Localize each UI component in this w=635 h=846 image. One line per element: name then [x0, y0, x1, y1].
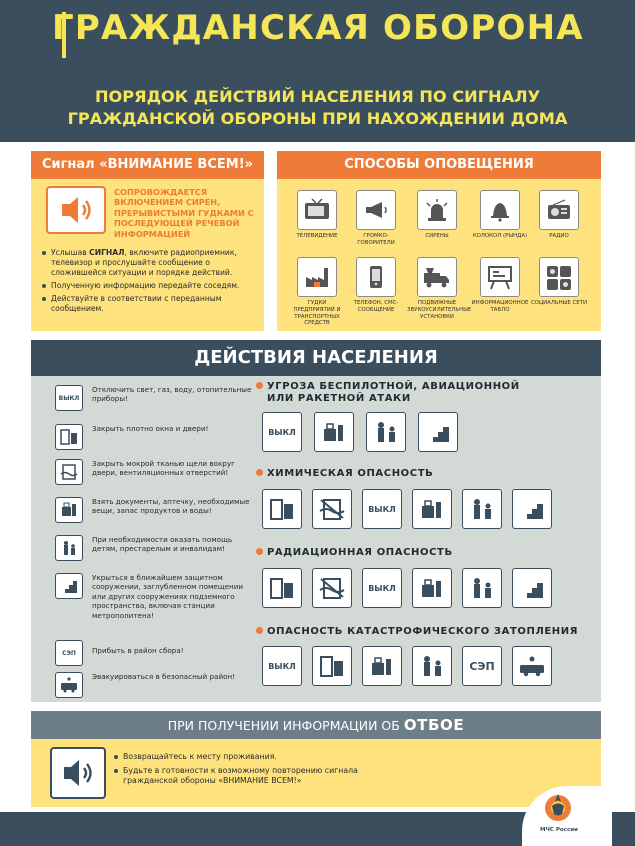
method-label: ГРОМКО-ГОВОРИТЕЛИ: [357, 233, 395, 246]
radio-icon: [539, 190, 579, 230]
wet-cloth-icon: [312, 489, 352, 529]
threat-bullet: [256, 627, 263, 634]
subtitle-line: ПОРЯДОК ДЕЙСТВИЙ НАСЕЛЕНИЯ ПО СИГНАЛУ: [94, 87, 541, 106]
window-door-icon: [312, 646, 352, 686]
list-item-text: , включите радиоприемник, телевизор и прослушайте сообщение о сложившейся ситуации и порядке действий.: [51, 248, 237, 277]
speaker-icon: [46, 186, 106, 234]
legend-item-help-others: [55, 535, 255, 561]
shelter-stairs-icon: [512, 489, 552, 529]
window-door-icon: [55, 424, 83, 450]
evacuation-bus-icon: [512, 646, 552, 686]
assembly-point-icon: СЭП: [462, 646, 502, 686]
truck-icon: [417, 257, 457, 297]
threat-title-text: ХИМИЧЕСКАЯ ОПАСНОСТЬ: [267, 468, 434, 479]
method-label: КОЛОКОЛ (РЫНДА): [472, 233, 528, 239]
board-icon: [480, 257, 520, 297]
subtitle-line: ГРАЖДАНСКОЙ ОБОРОНЫ ПРИ НАХОЖДЕНИИ ДОМА: [67, 109, 568, 128]
legend-text: Взять документы, аптечку, необходимые вещи, запас продуктов и воды!: [92, 497, 250, 516]
threat-title-chemical: [256, 468, 433, 480]
loudspeaker-icon: [356, 190, 396, 230]
threat-title-drone-attack: [256, 381, 520, 405]
method-label: СИРЕНЫ: [425, 233, 449, 239]
threat-bullet: [256, 382, 263, 389]
threat-title-line: [256, 626, 578, 638]
legend-item-assembly: [55, 640, 255, 666]
legend-text: Прибыть в район сбора!: [92, 646, 184, 655]
window-door-icon: [262, 568, 302, 608]
list-item-text: Услышав: [51, 248, 90, 257]
power-off-icon: ВЫКЛ: [262, 646, 302, 686]
all-clear-title-text: ПРИ ПОЛУЧЕНИИ ИНФОРМАЦИИ ОБ: [167, 718, 400, 733]
page-title: ГРАЖДАНСКАЯ ОБОРОНА: [52, 8, 584, 48]
legend-text: Отключить свет, газ, воду, отопительные приборы!: [92, 385, 252, 404]
shelter-stairs-icon: [55, 573, 83, 599]
signal-description: СОПРОВОЖДАЕТСЯ ВКЛЮЧЕНИЕМ СИРЕН, ПРЕРЫВИСТЫМИ ГУДКАМИ С ПОСЛЕДУЮЩЕЙ РЕЧЕВОЙ ИНФОРМАЦИЕЙ: [114, 187, 254, 239]
documents-kit-icon: [412, 489, 452, 529]
legend-text: Эвакуироваться в безопасный район!: [92, 672, 236, 681]
power-off-icon: ВЫКЛ: [262, 412, 302, 452]
siren-icon: [417, 190, 457, 230]
threat-title-line: [256, 381, 520, 393]
window-door-icon: [262, 489, 302, 529]
method-factory: [287, 257, 347, 327]
signal-instructions: [42, 248, 262, 317]
threat-title-line: ИЛИ РАКЕТНОЙ АТАКИ: [267, 393, 411, 404]
help-people-icon: [412, 646, 452, 686]
method-bell: [470, 190, 530, 240]
legend-text: Укрыться в ближайшем защитном сооружении, заглубленном помещении или других сооружениях подземного пространства, включая станции метрополитена!: [92, 573, 244, 620]
power-off-icon: ВЫКЛ: [362, 489, 402, 529]
threat-title-text: РАДИАЦИОННАЯ ОПАСНОСТЬ: [267, 547, 453, 558]
method-truck: [407, 257, 472, 320]
all-clear-title: [31, 711, 601, 739]
legend-text: Закрыть мокрой тканью щели вокруг двери, вентиляционных отверстий!: [92, 459, 235, 478]
list-item: Действуйте в соответствии с переданным сообщением.: [42, 294, 262, 314]
method-loudspeaker: [346, 190, 406, 247]
method-label: ТЕЛЕФОН, СМС-СООБЩЕНИЕ: [353, 300, 399, 313]
documents-kit-icon: [362, 646, 402, 686]
wet-cloth-icon: [55, 459, 83, 485]
all-clear-instructions: [114, 752, 414, 790]
assembly-point-icon: СЭП: [55, 640, 83, 666]
method-social: [529, 257, 589, 307]
documents-kit-icon: [55, 497, 83, 523]
all-clear-title-strong: ОТБОЕ: [403, 716, 465, 734]
methods-card-title: СПОСОБЫ ОПОВЕЩЕНИЯ: [277, 151, 601, 179]
speaker-icon: [50, 747, 106, 799]
threat-icons-flooding: [262, 646, 552, 686]
method-siren: [407, 190, 467, 240]
legend-text: Закрыть плотно окна и двери!: [92, 424, 209, 433]
social-icon: [539, 257, 579, 297]
threat-icons-radiation: [262, 568, 552, 608]
method-label: СОЦИАЛЬНЫЕ СЕТИ: [530, 300, 588, 306]
logo-caption: МЧС России: [540, 827, 578, 833]
documents-kit-icon: [314, 412, 354, 452]
legend-item-power-off: [55, 385, 255, 411]
legend-text: При необходимости оказать помощь детям, престарелым и инвалидам!: [92, 535, 233, 554]
threat-title-text: УГРОЗА БЕСПИЛОТНОЙ, АВИАЦИОННОЙ: [267, 381, 520, 392]
threat-bullet: [256, 548, 263, 555]
legend-item-seal-gaps: [55, 459, 255, 485]
threat-title-radiation: [256, 547, 453, 559]
legend-item-evacuate: [55, 672, 255, 698]
documents-kit-icon: [412, 568, 452, 608]
method-tv: [287, 190, 347, 240]
phone-icon: [356, 257, 396, 297]
threat-icons-chemical: [262, 489, 552, 529]
actions-title: ДЕЙСТВИЯ НАСЕЛЕНИЯ: [31, 340, 601, 376]
help-people-icon: [462, 568, 502, 608]
method-label: ТЕЛЕВИДЕНИЕ: [296, 233, 338, 239]
tv-icon: [297, 190, 337, 230]
threat-bullet: [256, 469, 263, 476]
threat-title-line: [256, 468, 433, 480]
help-people-icon: [55, 535, 83, 561]
factory-icon: [297, 257, 337, 297]
emercom-emblem-icon: [542, 790, 574, 826]
power-off-icon: ВЫКЛ: [55, 385, 83, 411]
method-phone: [346, 257, 406, 314]
list-item: [42, 248, 262, 278]
power-off-icon: ВЫКЛ: [362, 568, 402, 608]
help-people-icon: [462, 489, 502, 529]
legend-item-shelter: [55, 573, 255, 620]
list-item: Возвращайтесь к месту проживания.: [114, 752, 414, 762]
signal-word: СИГНАЛ: [89, 248, 125, 257]
shelter-stairs-icon: [418, 412, 458, 452]
page-subtitle: [0, 86, 635, 130]
legend-item-take-documents: [55, 497, 255, 523]
threat-title-flooding: [256, 626, 578, 638]
bell-icon: [480, 190, 520, 230]
method-board: [470, 257, 530, 314]
method-label: ПОДВИЖНЫЕ ЗВУКОУСИЛИТЕЛЬНЫЕ УСТАНОВКИ: [407, 300, 472, 320]
method-radio: [529, 190, 589, 240]
threat-icons-drone-attack: [262, 412, 458, 452]
signal-card-title: Сигнал «ВНИМАНИЕ ВСЕМ!»: [31, 151, 264, 179]
legend-item-close-windows: [55, 424, 255, 450]
wet-cloth-icon: [312, 568, 352, 608]
method-label: ГУДКИ ПРЕДПРИЯТИЙ И ТРАНСПОРТНЫХ СРЕДСТВ: [293, 300, 341, 327]
list-item: Будьте в готовности к возможному повторению сигнала гражданской обороны «ВНИМАНИЕ ВСЕМ!»: [114, 766, 414, 786]
threat-title-line: [256, 547, 453, 559]
method-label: РАДИО: [549, 233, 569, 239]
shelter-stairs-icon: [512, 568, 552, 608]
help-people-icon: [366, 412, 406, 452]
evacuation-bus-icon: [55, 672, 83, 698]
list-item: Полученную информацию передайте соседям.: [42, 281, 262, 291]
threat-title-text: ОПАСНОСТЬ КАТАСТРОФИЧЕСКОГО ЗАТОПЛЕНИЯ: [267, 626, 579, 637]
method-label: ИНФОРМАЦИОННОЕ ТАБЛО: [471, 300, 529, 313]
